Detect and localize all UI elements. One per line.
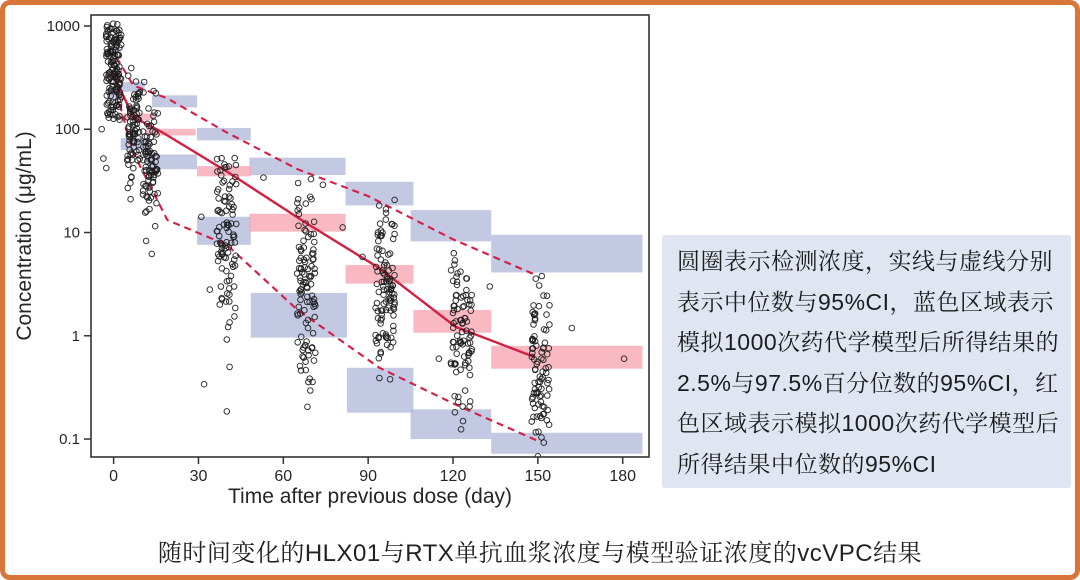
observed-point xyxy=(308,176,314,182)
observed-point xyxy=(231,284,237,290)
observed-point xyxy=(304,339,310,345)
observed-point xyxy=(539,273,545,279)
observed-point xyxy=(380,248,386,254)
observed-point xyxy=(454,351,460,357)
annotation-line: 所得结果中位数的95%CI xyxy=(677,450,937,477)
y-tick-label: 0.1 xyxy=(59,431,80,449)
observed-point xyxy=(533,276,539,282)
observed-point xyxy=(454,333,460,339)
observed-point xyxy=(313,350,319,356)
observed-point xyxy=(454,344,460,350)
observed-point xyxy=(376,289,382,295)
ci-band-blue xyxy=(251,293,347,338)
observed-point xyxy=(305,404,311,410)
observed-point xyxy=(458,367,464,373)
observed-point xyxy=(115,22,121,28)
annotation-line: 圆圈表示检测浓度，实线与虚线分别 xyxy=(677,248,1053,274)
observed-point xyxy=(143,238,149,244)
x-tick-label: 60 xyxy=(274,468,293,485)
observed-point xyxy=(125,73,131,79)
observed-point xyxy=(224,409,230,415)
observed-point xyxy=(540,369,546,375)
observed-point xyxy=(295,340,301,346)
observed-point xyxy=(217,302,223,308)
observed-point xyxy=(104,165,110,171)
y-tick-label: 100 xyxy=(54,121,80,139)
y-tick-label: 1 xyxy=(71,327,80,345)
ci-band-blue xyxy=(411,409,492,439)
observed-point xyxy=(224,337,230,343)
observed-point xyxy=(469,292,475,298)
observed-point xyxy=(125,185,131,191)
observed-point xyxy=(219,266,225,272)
observed-point xyxy=(383,217,389,223)
x-tick-label: 120 xyxy=(439,468,467,485)
observed-point xyxy=(320,182,326,188)
observed-point xyxy=(311,358,317,364)
observed-point xyxy=(544,312,550,318)
observed-point xyxy=(487,284,493,290)
observed-point xyxy=(228,195,234,201)
observed-point xyxy=(531,303,537,309)
observed-point xyxy=(377,221,383,227)
observed-point xyxy=(295,196,301,202)
observed-point xyxy=(452,258,458,264)
observed-point xyxy=(101,156,107,162)
observed-point xyxy=(216,196,222,202)
observed-point xyxy=(140,129,146,135)
observed-point xyxy=(146,106,152,112)
observed-point xyxy=(545,393,551,399)
ci-band-blue xyxy=(411,210,492,241)
observed-point xyxy=(536,283,542,289)
observed-point xyxy=(436,356,442,362)
observed-point xyxy=(128,196,134,202)
observed-point xyxy=(227,183,233,189)
observed-point xyxy=(201,381,207,387)
annotation-line: 色区域表示模拟1000次药代学模型后 xyxy=(677,410,1060,436)
observed-point xyxy=(462,388,468,394)
ci-band-blue xyxy=(249,158,345,175)
x-tick-label: 30 xyxy=(189,468,208,485)
plot-inner xyxy=(99,21,643,459)
observed-point xyxy=(227,364,233,370)
observed-point xyxy=(536,303,542,309)
observed-point xyxy=(383,210,389,216)
ci-band-red xyxy=(413,310,491,333)
y-tick-label: 10 xyxy=(63,224,80,242)
annotation-line: 2.5%与97.5%百分位数的95%CI，红 xyxy=(677,369,1059,396)
observed-point xyxy=(220,180,226,186)
observed-point xyxy=(207,287,213,293)
observed-point xyxy=(224,208,230,214)
observed-point xyxy=(221,178,227,184)
legend-annotation-box xyxy=(662,235,1071,488)
ci-band-blue xyxy=(491,235,642,273)
observed-point xyxy=(129,65,135,71)
vpc-plot xyxy=(5,5,665,533)
observed-point xyxy=(227,299,233,305)
observed-point xyxy=(152,223,158,229)
observed-point xyxy=(218,284,224,290)
observed-point xyxy=(306,379,312,385)
observed-point xyxy=(226,194,232,200)
x-tick-label: 0 xyxy=(109,468,119,485)
figure-caption: 随时间变化的HLX01与RTX单抗血浆浓度与模型验证浓度的vcVPC结果 xyxy=(157,540,923,567)
x-tick-label: 90 xyxy=(359,468,378,485)
observed-point xyxy=(301,238,307,244)
observed-point xyxy=(376,238,382,244)
observed-point xyxy=(141,157,147,163)
observed-point xyxy=(131,165,137,171)
x-tick-label: 150 xyxy=(524,468,552,485)
annotation-line: 表示中位数与95%CI，蓝色区域表示 xyxy=(677,288,1055,315)
y-axis-title: Concentration (μg/mL) xyxy=(13,131,36,341)
observed-point xyxy=(544,293,550,299)
observed-point xyxy=(99,126,105,132)
observed-point xyxy=(308,388,314,394)
observed-point xyxy=(542,340,548,346)
observed-point xyxy=(386,252,392,258)
ci-band-blue xyxy=(347,368,413,413)
p025-dashed-line xyxy=(117,93,538,441)
observed-point xyxy=(375,253,381,259)
observed-point xyxy=(232,155,238,161)
observed-point xyxy=(312,239,318,245)
observed-point xyxy=(547,322,553,328)
observed-point xyxy=(232,314,238,320)
annotation-line: 模拟1000次药代学模型后所得结果的 xyxy=(677,329,1060,355)
observed-point xyxy=(451,250,457,256)
observed-point xyxy=(460,404,466,410)
observed-point xyxy=(448,268,454,274)
ci-band-blue xyxy=(491,433,642,454)
x-tick-label: 180 xyxy=(609,468,637,485)
y-tick-label: 1000 xyxy=(46,17,80,35)
plot-dynamic-layer xyxy=(47,15,649,485)
observed-point xyxy=(547,303,553,309)
observed-point xyxy=(295,180,301,186)
observed-point xyxy=(261,175,267,181)
observed-point xyxy=(303,201,309,207)
x-axis-title: Time after previous dose (day) xyxy=(227,485,513,508)
observed-point xyxy=(546,386,552,392)
observed-point xyxy=(379,312,385,318)
observed-point xyxy=(149,251,155,257)
observed-point xyxy=(467,372,473,378)
observed-point xyxy=(569,325,575,331)
observed-point xyxy=(154,200,160,206)
observed-point xyxy=(233,305,239,311)
